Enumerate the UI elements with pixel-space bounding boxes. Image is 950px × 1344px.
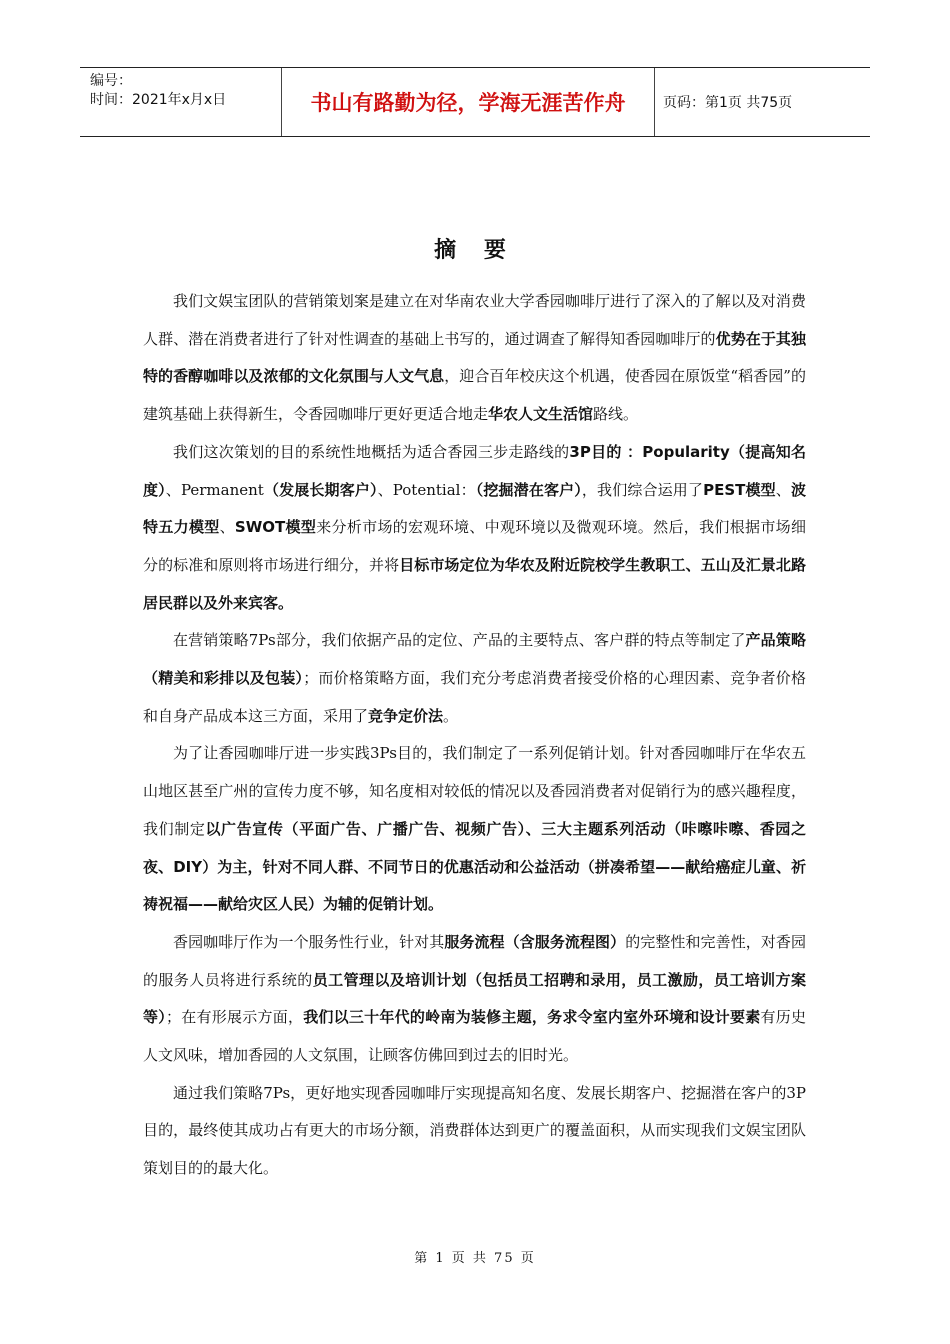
bold-text-run: 波特五力模型	[143, 480, 806, 537]
text-run: 。	[443, 706, 459, 725]
bold-text-run: 3P目的 ：Popularity（提高知名度）	[143, 442, 806, 499]
text-run: 的完整性和完善性，对香园的服务人员将进行系统的	[143, 932, 806, 989]
bold-text-run: 优势在于其独特的香醇咖啡以及浓郁的文化氛围与人文气息	[143, 329, 806, 386]
text-run: 我们这次策划的目的系统性地概括为适合香园三步走路线的	[173, 442, 570, 461]
text-run: ；而价格策略方面，我们充分考虑消费者接受价格的心理因素、竞争者价格和自身产品成本这三方面，采用了	[143, 669, 806, 725]
text-run: ，迎合百年校庆这个机遇，使香园在原饭堂“稻香园”的建筑基础上获得新生，令香园咖啡厅更好更适合地走	[143, 367, 806, 424]
bold-text-run: （挖掘潜在客户）	[475, 480, 582, 499]
bold-text-run: 员工管理以及培训计划（包括员工招聘和录用，员工激励，员工培训方案等）	[143, 970, 806, 1027]
text-run: 我们文娱宝团队的营销策划案是建立在对华南农业大学香园咖啡厅进行了深入的了解以及对消费人群、潜在消费者进行了针对性调查的基础上书写的，通过调查了解得知香园咖啡厅的	[143, 292, 806, 348]
page-title: 摘 要	[434, 238, 516, 263]
body-paragraph	[143, 735, 806, 924]
bold-text-run: 我们以三十年代的岭南为装修主题，务求令室内室外环境和设计要素	[303, 1008, 761, 1027]
bold-text-run: （发展长期客户）	[263, 480, 378, 499]
bold-text-run: 华农人文生活馆	[488, 405, 594, 424]
text-run: ，我们综合运用了	[581, 480, 704, 499]
body-paragraph	[143, 924, 806, 1075]
text-run: 、	[775, 480, 791, 499]
header-page-label: 页码：第1页 共75页	[663, 95, 793, 111]
text-run: 通过我们策略7Ps，更好地实现香园咖啡厅实现提高知名度、发展长期客户、挖掘潜在客户的3P目的，最终使其成功占有更大的市场分额，消费群体达到更广的覆盖面积，从而实现我们文娱宝团队策划目的的最大化。	[143, 1083, 806, 1178]
body-paragraph	[143, 283, 806, 434]
document-time-label: 时间：2021年x月x日	[90, 92, 227, 108]
document-number-label: 编号：	[90, 73, 132, 89]
body-paragraph	[143, 1075, 806, 1188]
bold-text-run: 目标市场定位为华农及附近院校学生教职工、五山及汇景北路居民群以及外来宾客。	[143, 555, 806, 612]
header-table	[80, 67, 870, 137]
text-run: 在营销策略7Ps部分，我们依据产品的定位、产品的主要特点、客户群的特点等制定了	[173, 631, 746, 650]
text-run: 、	[219, 518, 235, 537]
text-run: 香园咖啡厅作为一个服务性行业，针对其	[173, 932, 445, 951]
header-motto: 书山有路勤为径，学海无涯苦作舟	[281, 68, 655, 136]
page-footer: 第 1 页 共 75 页	[414, 1251, 536, 1266]
text-run: 、Potential：	[377, 480, 476, 499]
body-paragraph	[143, 434, 806, 623]
bold-text-run: SWOT模型	[234, 518, 317, 537]
body-paragraph	[143, 622, 806, 735]
text-run: 路线。	[593, 405, 639, 424]
bold-text-run: 以广告宣传（平面广告、广播广告、视频广告）、三大主题系列活动（咔嚓咔嚓、香园之夜、DIY）为主，针对不同人群、不同节日的优惠活动和公益活动（拼凑希望——献给癌症儿童、祈祷祝福——献给灾区人民）为辅的促销计划。	[143, 819, 806, 914]
bold-text-run: 服务流程（含服务流程图）	[444, 932, 626, 951]
text-run: 、Permanent	[165, 480, 264, 499]
text-run: 来分析市场的宏观环境、中观环境以及微观环境。然后，我们根据市场细分的标准和原则将市场进行细分，并将	[143, 518, 806, 574]
bold-text-run: 产品策略（精美和彩排以及包装）	[143, 631, 806, 688]
abstract-body	[143, 283, 806, 1188]
text-run: ；在有形展示方面，	[166, 1008, 304, 1027]
bold-text-run: 竞争定价法	[368, 706, 444, 725]
text-run: 有历史人文风味，增加香园的人文氛围，让顾客仿佛回到过去的旧时光。	[143, 1008, 806, 1065]
bold-text-run: PEST模型	[703, 480, 776, 499]
header-meta	[80, 68, 281, 136]
text-run: 为了让香园咖啡厅进一步实践3Ps目的，我们制定了一系列促销计划。针对香园咖啡厅在华农五山地区甚至广州的宣传力度不够，知名度相对较低的情况以及香园消费者对促销行为的感兴趣程度，我们制定	[143, 744, 806, 838]
